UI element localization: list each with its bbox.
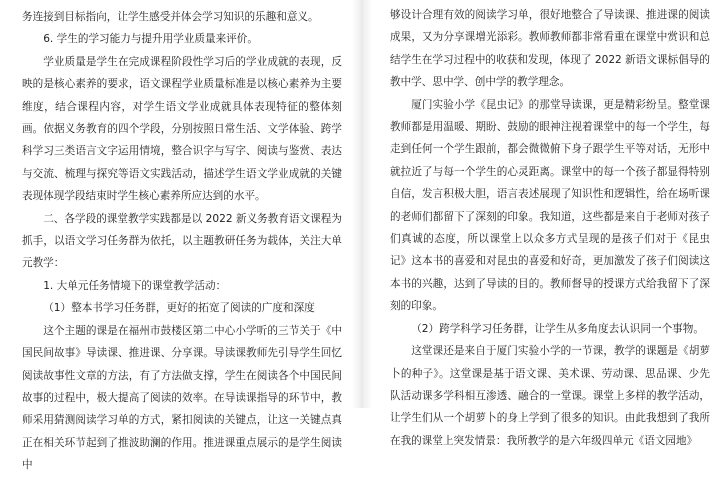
paragraph: （1）整本书学习任务群，更好的拓宽了阅读的广度和深度 [43,302,315,315]
paragraph: 务连接到目标指向，让学生感受并体会学习知识的乐趣和意义。 [22,11,319,23]
left-page [0,0,352,472]
paragraph: 够设计合理有效的阅读学习单，很好地整合了导读课、推进课的阅读成果，又为分享课增光添彩。教师教师都非常看重在课堂中赏识和总结学生在学习过程中的收获和发现，体现了 2022 新语文课标倡导的教中学、思中学、创中学的教学理念。 [390,9,710,89]
paragraph: （2）跨学科学习任务群，让学生从多角度去认识同一个事物。 [411,322,704,335]
paragraph: 1. 大单元任务情境下的课堂教学活动： [43,279,227,292]
paragraph: 这堂课还是来自于厦门实验小学的一节课，教学的课题是《胡萝卜的种子》。这堂课是基于语文课、美术课、劳动课、思品课、少先队活动课多学科相互渗透、融合的一堂课。课堂上多样的教学活动，让学生们从一个胡萝卜的身上学到了很多的知识。由此我想到了我所在我的课堂上突发情景：我所教学的是六年级四单元《语文园地》 [390,345,710,447]
paragraph: 这个主题的课是在福州市鼓楼区第二中心小学听的三节关于《中国民间故事》导读课、推进课、分享课。导读课教师先引导学生回忆阅读故事性文章的方法，有了方法做支撑，学生在阅读各个中国民间故事的过程中，极大提高了阅读的效率。在导读课指导的环节中，教师采用猜测阅读学习单的方式，紧扣阅读的关键点，让这一关键点真正在相关环节起到了推波助澜的作用。推进课重点展示的是学生阅读中 [22,324,342,472]
left-page-text [22,6,342,477]
paragraph: 厦门实验小学《昆虫记》的那堂导读课，更是精彩纷呈。整堂课教师都是用温暖、期盼、鼓励的眼神注视着课堂中的每一个学生，每走到任何一个学生跟前，都会微微俯下身子跟学生平等对话，无形中就拉近了与每一个学生的心灵距离。课堂中的每一个孩子都显得特别自信，发言积极大胆，语言表述展现了知识性和逻辑性，给在场听课的老师们都留下了深刻的印象。我知道，这些都是来自于老师对孩子们真诚的态度，所以课堂上以众多方式呈现的是孩子们对于《昆虫记》这本书的喜爱和对昆虫的喜爱和好奇，更加激发了孩子们阅读这本书的兴趣，达到了导读的目的。教师督导的授课方式给我留下了深刻的印象。 [390,98,710,313]
right-page-text [390,4,710,452]
paragraph: 6. 学生的学习能力与提升用学业质量来评价。 [43,33,258,46]
paragraph: 学业质量是学生在完成课程阶段性学习后的学业成就的表现，反映的是核心素养的要求，语文课程学业质量标准是以核心素养为主要维度，结合课程内容，对学生语文学业成就具体表现特征的整体刻画。依据义务教育的四个学段，分别按照日常生活、文学体验、跨学科学习三类语言文字运用情境，整合识字与写字、阅读与鉴赏、表达与交流、梳理与探究等语文实践活动，描述学生语文学业成就的关键表现体现学段结束时学生核心素养所应达到的水平。 [22,55,342,203]
paragraph: 二、各学段的课堂教学实践都是以 2022 新义务教育语文课程为抓手，以语文学习任务群为依托，以主题教研任务为载体，关注大单元教学： [22,212,342,270]
page-gutter [352,0,372,408]
right-page [372,0,724,447]
